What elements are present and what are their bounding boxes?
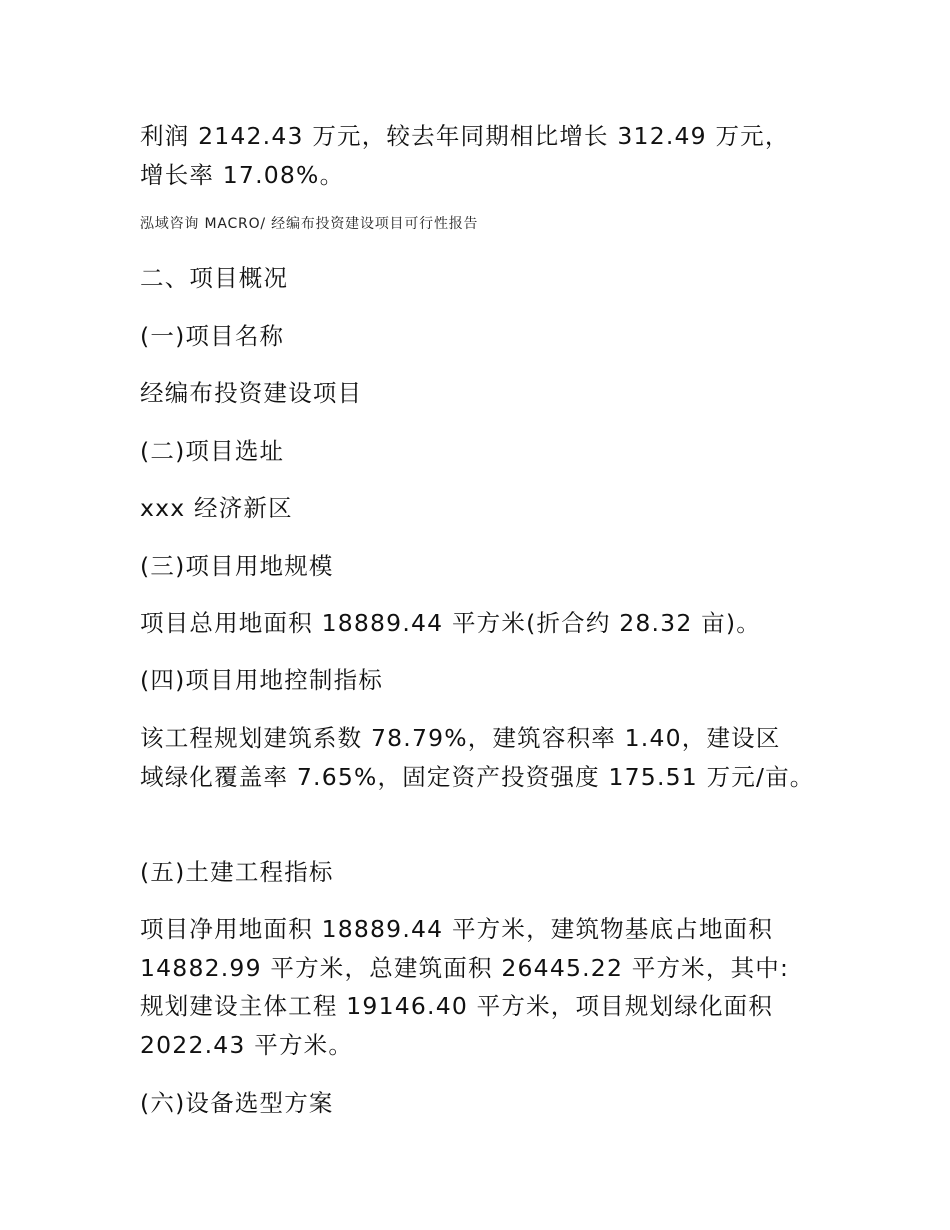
intro-text-line-2: 增长率 17.08%。 <box>140 161 345 189</box>
item-heading-project-site: (二)项目选址 <box>140 437 285 465</box>
item-text-civil-works-1: 项目净用地面积 18889.44 平方米，建筑物基底占地面积 <box>140 915 774 943</box>
item-heading-civil-works: (五)土建工程指标 <box>140 858 334 886</box>
item-heading-project-name: (一)项目名称 <box>140 322 285 350</box>
item-heading-equipment-selection: (六)设备选型方案 <box>140 1089 334 1117</box>
item-heading-land-control: (四)项目用地控制指标 <box>140 666 384 694</box>
item-text-project-name: 经编布投资建设项目 <box>140 379 363 407</box>
item-text-civil-works-4: 2022.43 平方米。 <box>140 1031 354 1059</box>
item-text-civil-works-2: 14882.99 平方米，总建筑面积 26445.22 平方米，其中: <box>140 954 790 982</box>
item-heading-land-scale: (三)项目用地规模 <box>140 552 334 580</box>
item-text-land-control-1: 该工程规划建筑系数 78.79%，建筑容积率 1.40，建设区 <box>140 724 781 752</box>
item-text-land-control-2: 域绿化覆盖率 7.65%，固定资产投资强度 175.51 万元/亩。 <box>140 763 815 791</box>
running-header: 泓域咨询 MACRO/ 经编布投资建设项目可行性报告 <box>140 216 479 232</box>
item-text-civil-works-3: 规划建设主体工程 19146.40 平方米，项目规划绿化面积 <box>140 992 774 1020</box>
item-text-land-scale: 项目总用地面积 18889.44 平方米(折合约 28.32 亩)。 <box>140 609 761 637</box>
section-title: 二、项目概况 <box>140 264 289 292</box>
item-text-project-site: xxx 经济新区 <box>140 494 293 522</box>
intro-text-line-1: 利润 2142.43 万元，较去年同期相比增长 312.49 万元， <box>140 122 790 150</box>
